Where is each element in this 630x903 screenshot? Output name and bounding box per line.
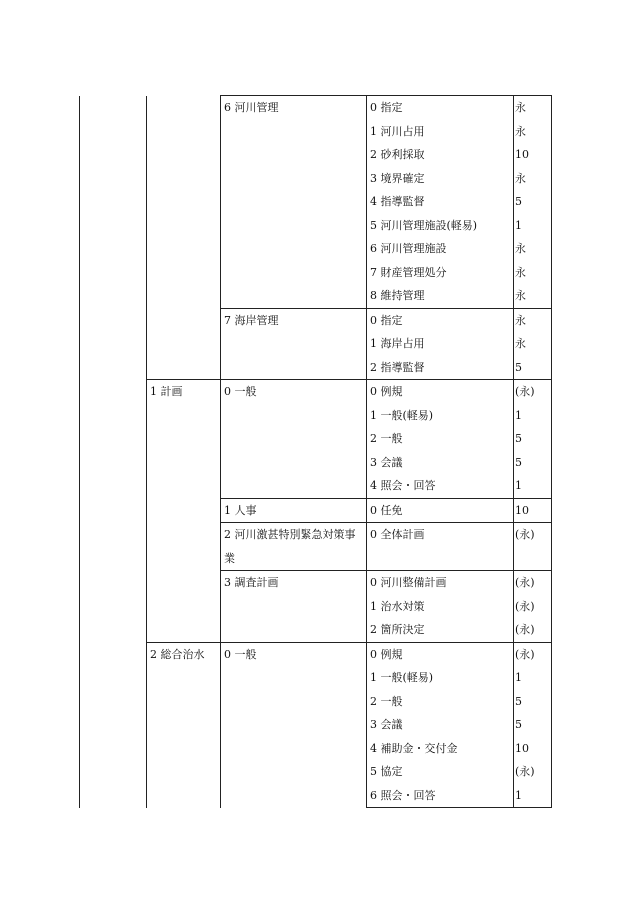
item-cell: 1 河川占用 bbox=[367, 120, 514, 144]
retention-period-cell: 5 bbox=[514, 190, 552, 214]
item-cell: 2 指導監督 bbox=[367, 356, 514, 380]
item-cell: 6 照会・回答 bbox=[367, 784, 514, 808]
item-cell: 0 指定 bbox=[367, 96, 514, 120]
item-cell: 0 河川整備計画 bbox=[367, 571, 514, 595]
table-row bbox=[80, 642, 552, 666]
retention-period-cell: 1 bbox=[514, 474, 552, 498]
item-cell: 4 指導監督 bbox=[367, 190, 514, 214]
minor-category-label: 2 河川激甚特別緊急対策事業 bbox=[224, 528, 356, 565]
minor-category-cell: 1 人事 bbox=[221, 498, 367, 523]
retention-period-cell: 1 bbox=[514, 214, 552, 238]
retention-period-cell: 永 bbox=[514, 167, 552, 191]
item-cell: 1 治水対策 bbox=[367, 595, 514, 619]
item-cell: 3 会議 bbox=[367, 713, 514, 737]
retention-period-cell: 1 bbox=[514, 404, 552, 428]
item-cell: 1 一般(軽易) bbox=[367, 666, 514, 690]
major-category-cell bbox=[80, 96, 147, 808]
retention-period-cell: 1 bbox=[514, 666, 552, 690]
minor-category-cell: 0 一般 bbox=[221, 380, 367, 499]
table-row bbox=[80, 380, 552, 404]
retention-period-cell: 5 bbox=[514, 690, 552, 714]
retention-period-cell: 10 bbox=[514, 143, 552, 167]
retention-period-cell: 永 bbox=[514, 284, 552, 308]
item-cell: 6 河川管理施設 bbox=[367, 237, 514, 261]
retention-period-cell: 永 bbox=[514, 237, 552, 261]
item-cell: 7 財産管理処分 bbox=[367, 261, 514, 285]
middle-category-cell bbox=[147, 96, 221, 380]
retention-period-cell: (永) bbox=[514, 618, 552, 642]
records-retention-table bbox=[79, 95, 552, 808]
item-cell: 0 例規 bbox=[367, 642, 514, 666]
item-cell: 1 海岸占用 bbox=[367, 332, 514, 356]
minor-category-cell: 6 河川管理 bbox=[221, 96, 367, 309]
item-cell: 4 照会・回答 bbox=[367, 474, 514, 498]
item-cell: 8 維持管理 bbox=[367, 284, 514, 308]
retention-period-cell: 5 bbox=[514, 427, 552, 451]
retention-period-cell: (永) bbox=[514, 760, 552, 784]
item-cell: 2 砂利採取 bbox=[367, 143, 514, 167]
item-cell: 4 補助金・交付金 bbox=[367, 737, 514, 761]
retention-period-cell: 永 bbox=[514, 332, 552, 356]
retention-period-cell: (永) bbox=[514, 523, 552, 571]
item-cell: 5 河川管理施設(軽易) bbox=[367, 214, 514, 238]
item-cell: 1 一般(軽易) bbox=[367, 404, 514, 428]
item-cell: 0 例規 bbox=[367, 380, 514, 404]
item-cell: 3 会議 bbox=[367, 451, 514, 475]
retention-period-cell: 永 bbox=[514, 261, 552, 285]
item-cell: 2 一般 bbox=[367, 427, 514, 451]
retention-period-cell: 5 bbox=[514, 713, 552, 737]
retention-period-cell: 1 bbox=[514, 784, 552, 808]
retention-period-cell: 永 bbox=[514, 120, 552, 144]
retention-period-cell: (永) bbox=[514, 380, 552, 404]
item-cell: 0 指定 bbox=[367, 308, 514, 332]
retention-period-cell: (永) bbox=[514, 571, 552, 595]
retention-period-cell: 永 bbox=[514, 96, 552, 120]
minor-category-cell: 0 一般 bbox=[221, 642, 367, 808]
item-cell: 2 一般 bbox=[367, 690, 514, 714]
minor-category-cell: 7 海岸管理 bbox=[221, 308, 367, 380]
item-cell: 3 境界確定 bbox=[367, 167, 514, 191]
retention-period-cell: 10 bbox=[514, 498, 552, 523]
middle-category-cell: 2 総合治水 bbox=[147, 642, 221, 808]
minor-category-cell bbox=[221, 523, 367, 571]
item-cell: 2 箇所決定 bbox=[367, 618, 514, 642]
retention-period-cell: 5 bbox=[514, 451, 552, 475]
retention-period-cell: (永) bbox=[514, 595, 552, 619]
retention-period-cell: 永 bbox=[514, 308, 552, 332]
minor-category-cell: 3 調査計画 bbox=[221, 571, 367, 643]
retention-period-cell: 10 bbox=[514, 737, 552, 761]
table-row bbox=[80, 96, 552, 120]
middle-category-cell: 1 計画 bbox=[147, 380, 221, 643]
retention-period-cell: 5 bbox=[514, 356, 552, 380]
item-cell: 0 任免 bbox=[367, 498, 514, 523]
retention-period-cell: (永) bbox=[514, 642, 552, 666]
item-cell: 0 全体計画 bbox=[367, 523, 514, 571]
item-cell: 5 協定 bbox=[367, 760, 514, 784]
